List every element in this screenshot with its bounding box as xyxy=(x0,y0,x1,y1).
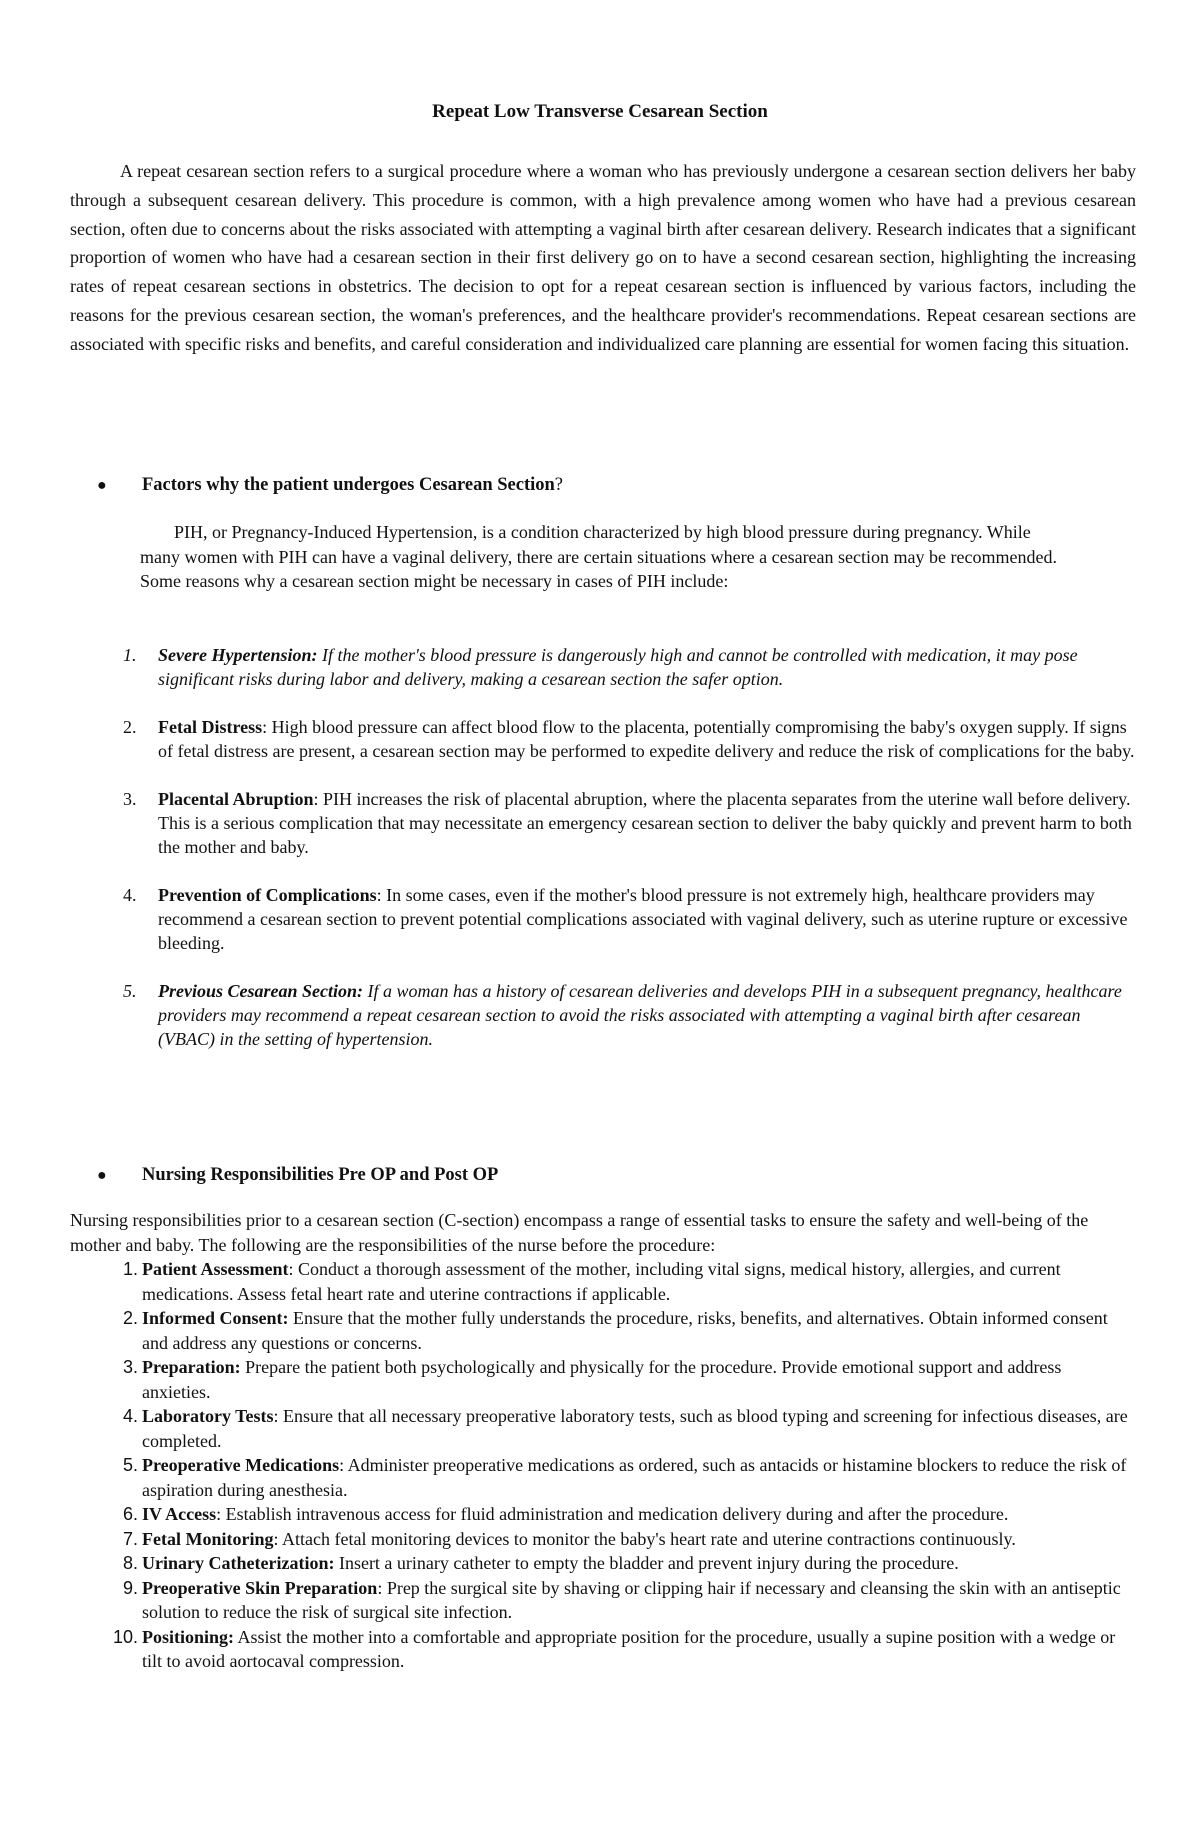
list-item-text: Prepare the patient both psychologically and physically for the procedure. Provide emotional support and address anxieties. xyxy=(142,1357,1062,1402)
section-heading-text: Nursing Responsibilities Pre OP and Post OP xyxy=(142,1165,499,1185)
list-item-number: 3. xyxy=(123,789,137,809)
list-item-term: Previous Cesarean Section: xyxy=(158,981,363,1001)
list-item xyxy=(70,1551,1130,1576)
intro-paragraph: A repeat cesarean section refers to a surgical procedure where a woman who has previously undergone a cesarean section delivers her baby through a subsequent cesarean delivery. This procedure is common, with a high prevalence among women who have had a previous cesarean section, often due to concerns about the risks associated with attempting a vaginal birth after cesarean delivery. Research indicates that a significant proportion of women who have had a cesarean section in their first delivery go on to have a second cesarean section, highlighting the increasing rates of repeat cesarean sections in obstetrics. The decision to opt for a repeat cesarean section is influenced by various factors, including the reasons for the previous cesarean section, the woman's preferences, and the healthcare provider's recommendations. Repeat cesarean sections are associated with specific risks and benefits, and careful consideration and individualized care planning are essential for women facing this situation. xyxy=(70,161,1136,354)
list-item-text: Ensure that the mother fully understands the procedure, risks, benefits, and alternatives. Obtain informed consent and address any questions or concerns. xyxy=(142,1308,1108,1353)
list-item xyxy=(70,1404,1130,1453)
list-item xyxy=(120,883,1135,955)
list-item-text: If a woman has a history of cesarean deliveries and develops PIH in a subsequent pregnancy, healthcare providers may recommend a repeat cesarean section to avoid the risks associated with attempting a vaginal birth after cesarean (VBAC) in the setting of hypertension. xyxy=(158,981,1122,1049)
list-item-number: 5. xyxy=(122,1455,138,1475)
list-item-term: Severe Hypertension: xyxy=(158,645,318,665)
section-heading-nursing xyxy=(97,1163,498,1188)
list-item-text: : Administer preoperative medications as ordered, such as antacids or histamine blockers to reduce the risk of aspiration during anesthesia. xyxy=(142,1455,1127,1500)
list-item xyxy=(70,1576,1130,1625)
list-item-text: Assist the mother into a comfortable and appropriate position for the procedure, usually a supine position with a wedge or tilt to avoid aortocaval compression. xyxy=(142,1626,1116,1671)
list-item xyxy=(120,715,1135,763)
list-item-term: Fetal Distress xyxy=(158,717,263,737)
list-item-term: Preoperative Medications xyxy=(142,1455,340,1475)
list-item xyxy=(70,1502,1130,1527)
list-item-term: Prevention of Complications xyxy=(158,885,377,905)
list-item-number: 4. xyxy=(123,885,137,905)
list-item-term: Fetal Monitoring xyxy=(142,1528,274,1549)
list-item-number: 2. xyxy=(123,717,137,737)
list-item-term: Patient Assessment xyxy=(142,1259,289,1279)
list-item-number: 8. xyxy=(122,1553,138,1573)
list-item-term: Placental Abruption xyxy=(158,789,314,809)
list-item xyxy=(70,1257,1130,1306)
list-item xyxy=(120,787,1135,859)
list-item xyxy=(120,643,1135,691)
list-item-number: 7. xyxy=(122,1528,138,1549)
factors-list xyxy=(120,643,1135,1051)
list-item xyxy=(70,1306,1130,1355)
nursing-intro-paragraph: Nursing responsibilities prior to a cesarean section (C-section) encompass a range of essential tasks to ensure the safety and well-being of the mother and baby. The following are the responsibilities of the nurse before the procedure: xyxy=(70,1210,1089,1255)
list-item-number: 2. xyxy=(122,1308,138,1328)
list-item-text: Insert a urinary catheter to empty the bladder and prevent injury during the procedure. xyxy=(334,1553,959,1573)
list-item-number: 4. xyxy=(122,1406,138,1426)
section-heading-tail: ? xyxy=(554,475,564,495)
list-item-number: 5. xyxy=(123,981,137,1001)
section-heading-factors xyxy=(97,473,563,498)
list-item-term: Preparation: xyxy=(142,1357,241,1377)
document-title: Repeat Low Transverse Cesarean Section xyxy=(432,101,768,122)
list-item-number: 1. xyxy=(122,1259,138,1279)
list-item-term: Urinary Catheterization: xyxy=(142,1553,335,1573)
list-item-text: : In some cases, even if the mother's blood pressure is not extremely high, healthcare providers may recommend a cesarean section to prevent potential complications associated with vaginal delivery, such as uterine rupture or excessive bleeding. xyxy=(158,885,1128,953)
list-item-term: Positioning: xyxy=(142,1626,235,1647)
pih-paragraph: PIH, or Pregnancy-Induced Hypertension, is a condition characterized by high blood pressure during pregnancy. While many women with PIH can have a vaginal delivery, there are certain situations where a cesarean section may be recommended. Some reasons why a cesarean section might be necessary in cases of PIH include: xyxy=(140,522,1057,591)
list-item-text: : Conduct a thorough assessment of the mother, including vital signs, medical history, allergies, and current medications. Assess fetal heart rate and uterine contractions if applicable. xyxy=(142,1259,1061,1304)
list-item-term: Laboratory Tests xyxy=(142,1406,274,1426)
list-item-number: 9. xyxy=(122,1577,138,1598)
list-item xyxy=(70,1527,1130,1552)
list-item xyxy=(70,1625,1130,1674)
list-item-text: : High blood pressure can affect blood flow to the placenta, potentially compromising the baby's oxygen supply. If signs of fetal distress are present, a cesarean section may be performed to expedite delivery and reduce the risk of complications for the baby. xyxy=(158,717,1135,761)
list-item-number: 6. xyxy=(122,1504,138,1524)
list-item xyxy=(70,1355,1130,1404)
list-item-term: IV Access xyxy=(142,1504,217,1524)
list-item-text: : Ensure that all necessary preoperative laboratory tests, such as blood typing and screening for infectious diseases, are completed. xyxy=(142,1406,1128,1451)
list-item-number: 1. xyxy=(123,645,137,665)
list-item-number: 10. xyxy=(112,1626,138,1647)
list-item-term: Preoperative Skin Preparation xyxy=(142,1577,378,1598)
nursing-list xyxy=(70,1257,1130,1674)
list-item-text: : Establish intravenous access for fluid administration and medication delivery during and after the procedure. xyxy=(216,1504,1009,1524)
list-item-term: Informed Consent: xyxy=(142,1308,289,1328)
list-item xyxy=(120,979,1135,1051)
bullet-icon: ● xyxy=(97,1167,107,1184)
list-item-number: 3. xyxy=(122,1357,138,1377)
bullet-icon: ● xyxy=(97,477,107,494)
section-heading-text: Factors why the patient undergoes Cesarean Section xyxy=(142,475,555,495)
list-item-text: : Attach fetal monitoring devices to monitor the baby's heart rate and uterine contractions continuously. xyxy=(273,1528,1016,1549)
list-item-text: : Prep the surgical site by shaving or clipping hair if necessary and cleansing the skin with an antiseptic solution to reduce the risk of surgical site infection. xyxy=(142,1577,1121,1622)
list-item xyxy=(70,1453,1130,1502)
list-item-text: If the mother's blood pressure is dangerously high and cannot be controlled with medication, it may pose significant risks during labor and delivery, making a cesarean section the safer option. xyxy=(158,645,1078,689)
list-item-text: : PIH increases the risk of placental abruption, where the placenta separates from the uterine wall before delivery. This is a serious complication that may necessitate an emergency cesarean section to deliver the baby quickly and prevent harm to both the mother and baby. xyxy=(158,789,1132,857)
